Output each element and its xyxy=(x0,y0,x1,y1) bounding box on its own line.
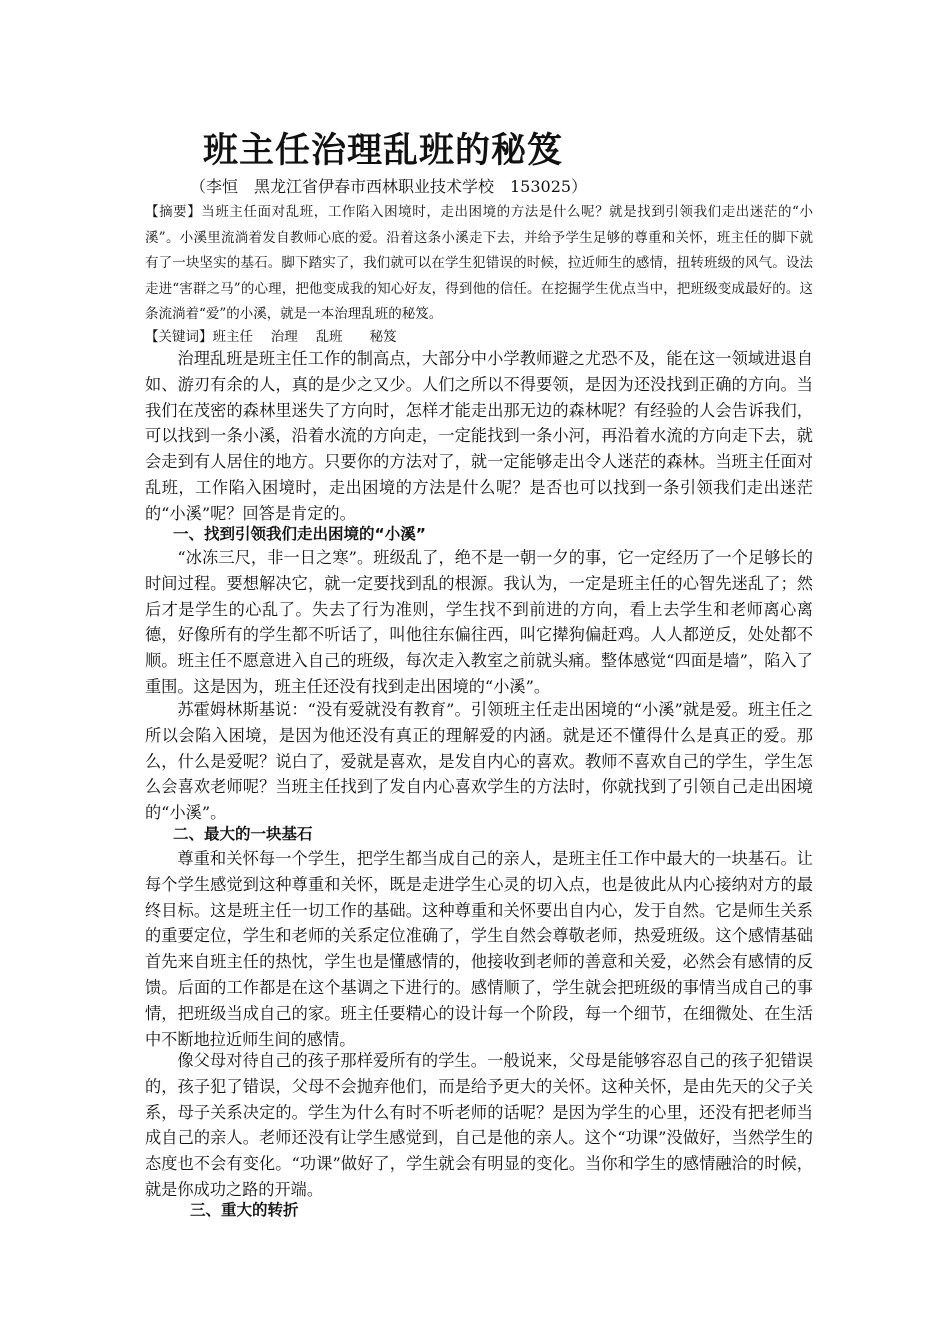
abstract: 【摘要】当班主任面对乱班，工作陷入困境时，走出困境的方法是什么呢？就是找到引领我们走出迷茫的“小溪”。小溪里流淌着发自教师心底的爱。沿着这条小溪走下去，并给予学生足够的尊重和关怀，班主任的脚下就有了一块坚实的基石。脚下踏实了，我们就可以在学生犯错误的时候，拉近师生的感情，扭转班级的风气。设法走进“害群之马”的心理，把他变成我的知心好友，得到他的信任。在挖掘学生优点当中，把班级变成最好的。这条流淌着“爱”的小溪，就是一本治理乱班的秘笈。 xyxy=(145,204,813,322)
paragraph-section2-b: 像父母对待自己的孩子那样爱所有的学生。一般说来，父母是能够容忍自己的孩子犯错误的，孩子犯了错误，父母不会抛弃他们，而是给予更大的关怀。这种关怀，是由先天的父子关系，母子关系决定的。学生为什么有时不听老师的话呢？是因为学生的心里，还没有把老师当成自己的亲人。老师还没有让学生感觉到，自己是他的亲人。这个“功课”没做好，当然学生的态度也不会有变化。“功课”做好了，学生就会有明显的变化。当你和学生的感情融洽的时候，就是你成功之路的开端。 xyxy=(145,1051,813,1199)
paragraph-intro: 治理乱班是班主任工作的制高点，大部分中小学教师避之尤恐不及，能在这一领域进退自如、游刃有余的人，真的是少之又少。人们之所以不得要领，是因为还没找到正确的方向。当我们在茂密的森林里迷失了方向时，怎样才能走出那无边的森林呢？有经验的人会告诉我们，可以找到一条小溪，沿着水流的方向走，一定能找到一条小河，再沿着水流的方向走下去，就会走到有人居住的地方。只要你的方法对了，就一定能够走出令人迷茫的森林。当班主任面对乱班，工作陷入困境时，走出困境的方法是什么呢？是否也可以找到一条引领我们走出迷茫的“小溪”呢？回答是肯定的。 xyxy=(145,349,813,523)
document-title: 班主任治理乱班的秘笈 xyxy=(203,131,564,171)
author-line: （李恒 黑龙江省伊春市西林职业技术学校 153025） xyxy=(190,177,588,196)
paragraph-section1-b: 苏霍姆林斯基说：“没有爱就没有教育”。引领班主任走出困境的“小溪”就是爱。班主任之所以会陷入困境，是因为他还没有真正的理解爱的内涵。就是还不懂得什么是真正的爱。那么，什么是爱呢？说白了，爱就是喜欢，是发自内心的喜欢。教师不喜欢自己的学生，学生怎么会喜欢老师呢？当班主任找到了发自内心喜欢学生的方法时，你就找到了引领自己走出困境的“小溪”。 xyxy=(145,700,813,823)
section-heading-3: 三、重大的转折 xyxy=(190,1201,299,1219)
section-heading-1: 一、找到引领我们走出困境的“小溪” xyxy=(173,525,426,543)
section-heading-2: 二、最大的一块基石 xyxy=(173,825,313,843)
paragraph-section2-a: 尊重和关怀每一个学生，把学生都当成自己的亲人，是班主任工作中最大的一块基石。让每个学生感觉到这种尊重和关怀，既是走进学生心灵的切入点，也是彼此从内心接纳对方的最终目标。这是班主任一切工作的基础。这种尊重和关怀要出自内心，发于自然。它是师生关系的重要定位，学生和老师的关系定位准确了，学生自然会尊敬老师，热爱班级。这个感情基础首先来自班主任的热忱，学生也是懂感情的，他接收到老师的善意和关爱，必然会有感情的反馈。后面的工作都是在这个基调之下进行的。感情顺了，学生就会把班级的事情当成自己的事情，把班级当成自己的家。班主任要精心的设计每一个阶段，每一个细节，在细微处、在生活中不断地拉近师生间的感情。 xyxy=(145,849,813,1049)
paragraph-section1-a: “冰冻三尺，非一日之寒”。班级乱了，绝不是一朝一夕的事，它一定经历了一个足够长的时间过程。要想解决它，就一定要找到乱的根源。我认为，一定是班主任的心智先迷乱了；然后才是学生的心乱了。失去了行为准则，学生找不到前进的方向，看上去学生和老师离心离德，好像所有的学生都不听话了，叫他往东偏往西，叫它撵狗偏赶鸡。人人都逆反，处处都不顺。班主任不愿意进入自己的班级，每次走入教室之前就头痛。整体感觉“四面是墙”，陷入了重围。这是因为，班主任还没有找到走出困境的“小溪”。 xyxy=(145,548,813,696)
keywords: 【关键词】班主任 治理 乱班 秘笈 xyxy=(145,329,397,345)
